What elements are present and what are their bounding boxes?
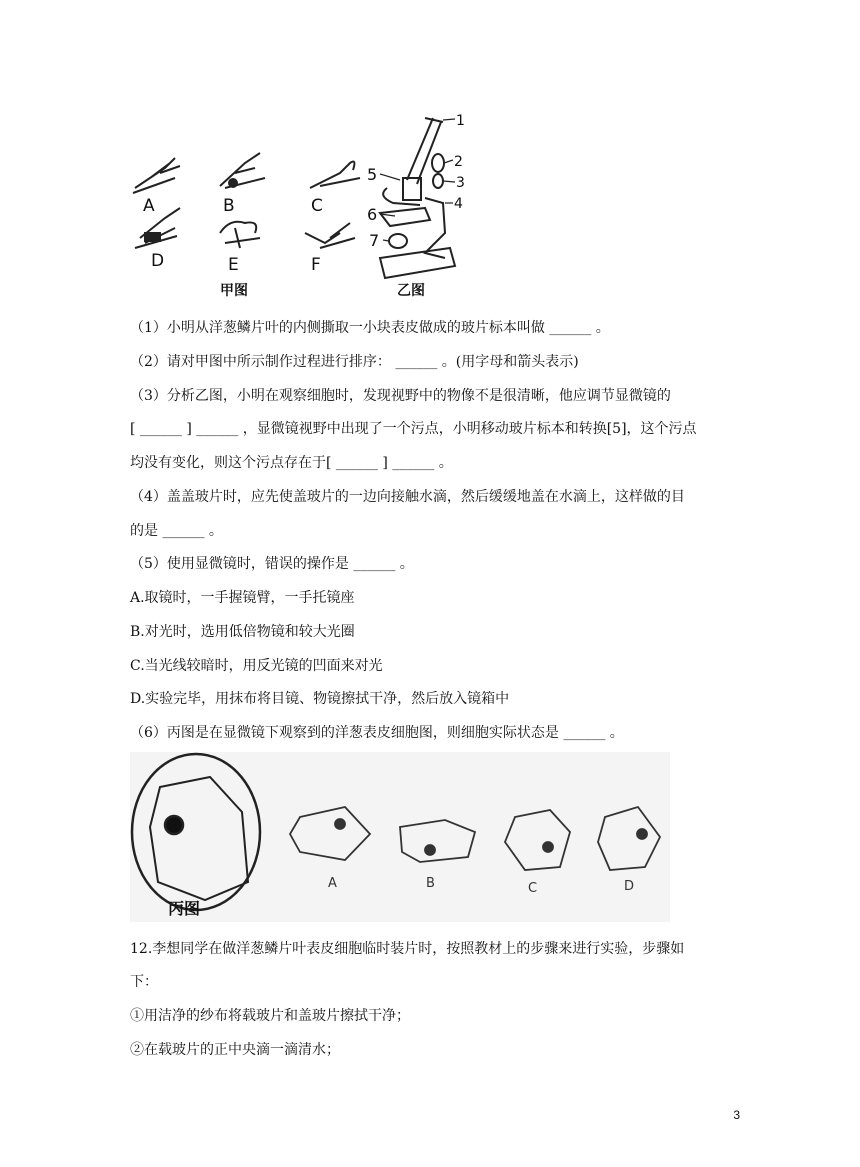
- question-3-line-3: 均没有变化，则这个污点存在于[ ______ ] ______ 。: [130, 455, 453, 471]
- option-d: D.实验完毕，用抹布将目镜、物镜擦拭干净，然后放入镜箱中: [130, 691, 510, 707]
- jia-label: E: [228, 255, 239, 275]
- jia-label: C: [311, 196, 323, 216]
- jia-label: B: [223, 196, 235, 216]
- option-b: B.对光时，选用低倍物镜和较大光圈: [130, 624, 355, 640]
- cell-option-label: A: [328, 876, 337, 891]
- microscope-part-label: 3: [456, 175, 465, 191]
- microscope-part-label: 5: [367, 165, 378, 184]
- cell-option-label: D: [624, 879, 635, 894]
- question-2: （2）请对甲图中所示制作过程进行排序： ______ 。(用字母和箭头表示): [130, 354, 579, 370]
- question-3-line-1: （3）分析乙图，小明在观察细胞时，发现视野中的物像不是很清晰，他应调节显微镜的: [130, 388, 671, 404]
- question-6: （6）丙图是在显微镜下观察到的洋葱表皮细胞图，则细胞实际状态是 ______ 。: [130, 725, 624, 741]
- procedure-sketch-d: [135, 208, 180, 248]
- question-12-line-2: 下：: [130, 974, 158, 990]
- bing-caption: 丙图: [168, 899, 201, 918]
- microscope-part-label: 4: [454, 196, 463, 212]
- cell-option-label: C: [528, 881, 538, 896]
- microscope-part-label: 1: [456, 113, 465, 129]
- question-3-line-2: [ ______ ] ______ ，显微镜视野中出现了一个污点，小明移动玻片标本和转换[5]，这个污点: [130, 421, 697, 437]
- question-5: （5）使用显微镜时，错误的操作是 ______ 。: [130, 556, 414, 572]
- procedure-sketch-e: [220, 222, 260, 248]
- question-4-line-1: （4）盖盖玻片时，应先使盖玻片的一边向接触水滴，然后缓缓地盖在水滴上，这样做的目: [130, 489, 685, 505]
- cell-option-label: B: [426, 876, 435, 891]
- jia-caption: 甲图: [220, 283, 248, 299]
- question-12-step-2: ②在载玻片的正中央滴一滴清水；: [130, 1042, 340, 1058]
- question-12-line-1: 12.李想同学在做洋葱鳞片叶表皮细胞临时装片时，按照教材上的步骤来进行实验，步骤如: [130, 941, 685, 957]
- jia-label: D: [151, 251, 165, 271]
- microscope-part-label: 6: [367, 205, 378, 224]
- question-4-line-2: 的是 ______ 。: [130, 523, 223, 539]
- page-number: 3: [733, 1108, 740, 1122]
- question-1: （1）小明从洋葱鳞片叶的内侧撕取一小块表皮做成的玻片标本叫做 ______ 。: [130, 320, 610, 336]
- procedure-sketch-b: [220, 153, 265, 188]
- microscope-part-label: 7: [369, 231, 380, 250]
- figure-bing: [130, 752, 670, 922]
- procedure-sketch-c: [310, 162, 360, 188]
- yi-caption: 乙图: [397, 283, 425, 299]
- jia-label: A: [143, 196, 155, 216]
- option-c: C.当光线较暗时，用反光镜的凹面来对光: [130, 658, 383, 674]
- procedure-sketch-f: [305, 223, 355, 248]
- procedure-sketch-a: [133, 158, 180, 193]
- option-a: A.取镜时，一手握镜臂，一手托镜座: [130, 590, 355, 606]
- microscope-sketch: [380, 118, 455, 278]
- jia-label: F: [311, 255, 321, 275]
- question-12-step-1: ①用洁净的纱布将载玻片和盖玻片擦拭干净；: [130, 1008, 410, 1024]
- figure-jia-yi: [125, 108, 470, 303]
- microscope-part-label: 2: [454, 154, 463, 170]
